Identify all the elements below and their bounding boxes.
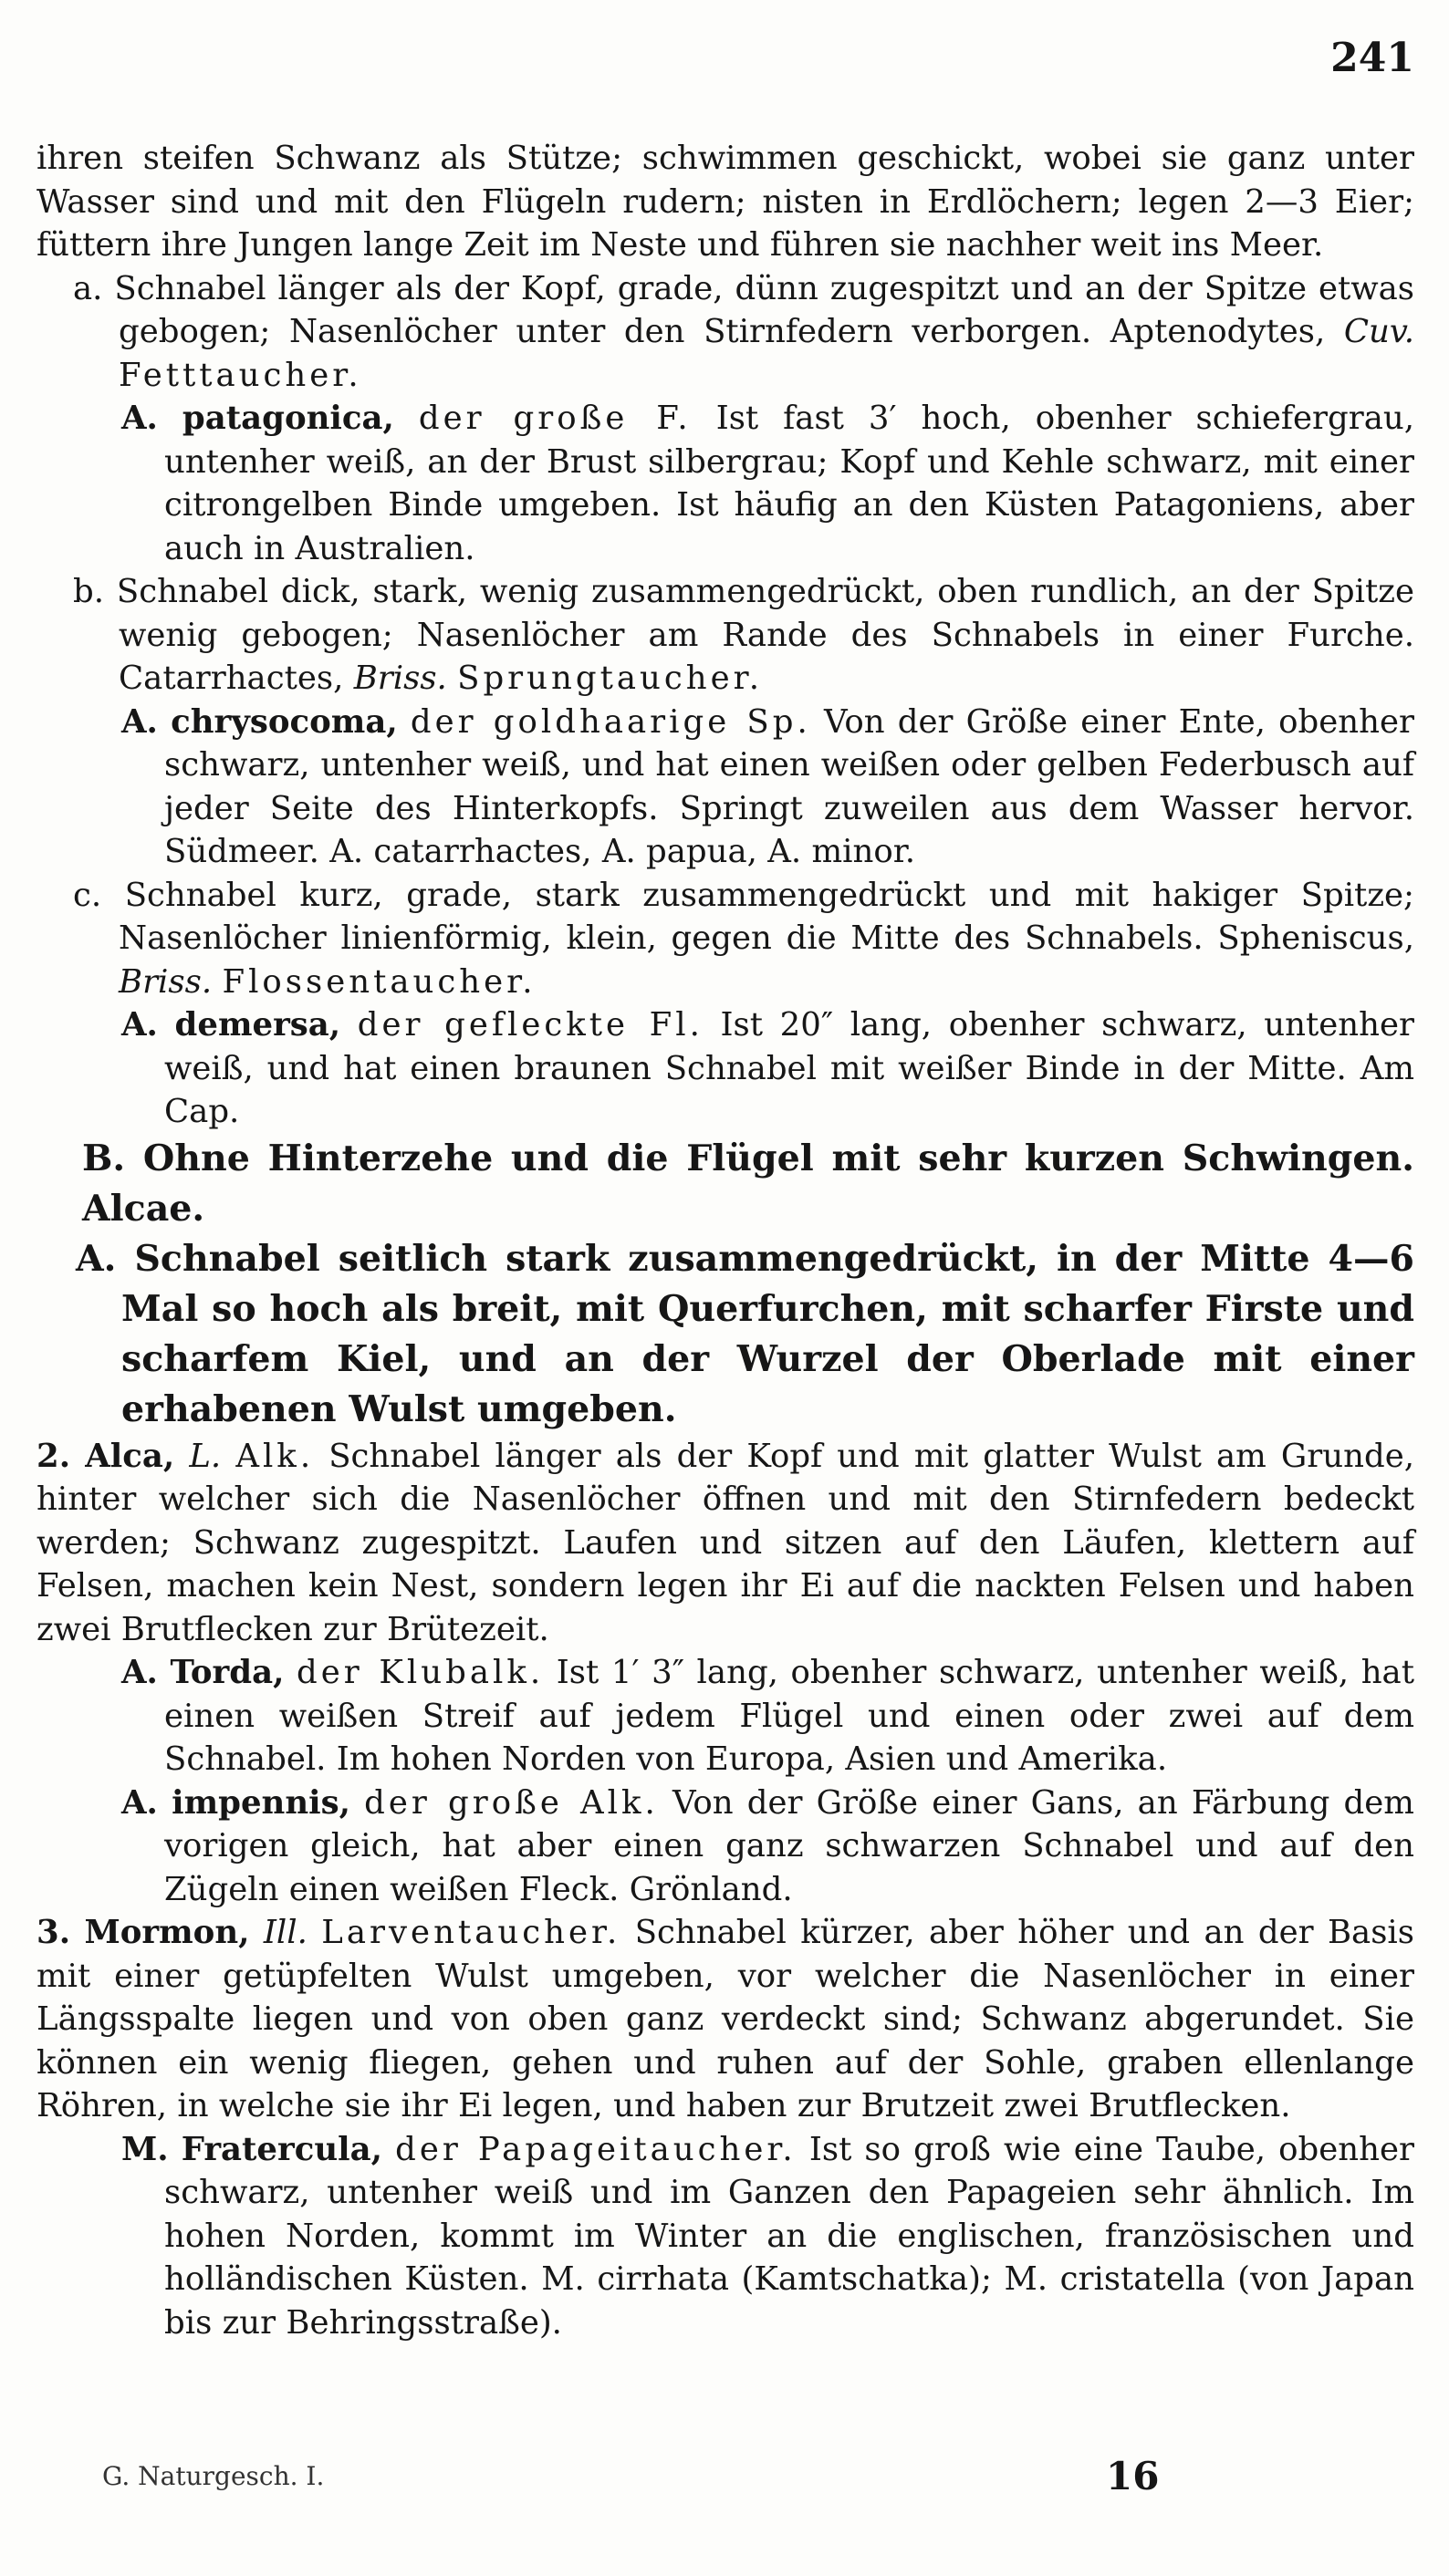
section-text: B. Ohne Hinterzehe und die Flügel mit sehr kurzen Schwingen. xyxy=(82,1137,1414,1179)
genus-name: Spheniscus, xyxy=(1217,919,1414,957)
intro-paragraph: ihren steifen Schwanz als Stütze; schwimmen geschickt, wobei sie ganz unter Wasser sind und mit den Flügeln rudern; nisten in Erdlöchern; legen 2—3 Eier; füttern ihre Jungen lange Zeit im Neste und führen sie nachher weit ins Meer. xyxy=(36,140,1414,264)
signature-mark: G. Naturgesch. I. xyxy=(102,2461,325,2491)
genus-common-name: Alk. xyxy=(235,1437,315,1475)
species-common-name: der Papageitaucher. xyxy=(395,2130,797,2168)
subgroup-text: Schnabel kurz, grade, stark zusammengedrückt und mit hakiger Spitze; Nasenlöcher linienförmig, klein, gegen die Mitte des Schnabels. xyxy=(119,876,1414,957)
genus-author: Briss. xyxy=(353,660,447,697)
section-text: Schnabel seitlich stark zusammengedrückt, in der Mitte 4—6 Mal so hoch als breit, mit Querfurchen, mit scharfer Firste und scharfem Kiel, und an der Wurzel der Oberlade mit einer erhabenen Wulst umgeben. xyxy=(121,1237,1414,1430)
species-common-name: der große F. xyxy=(418,400,692,437)
species-description: Ist 1′ 3″ lang, obenher schwarz, untenher weiß, hat einen weißen Streif auf jedem Flügel und einen oder zwei auf dem Schnabel. Im hohen Norden von Europa, Asien und Amerika. xyxy=(164,1654,1414,1778)
species-fratercula xyxy=(36,2128,1414,2345)
section-latin: Alcae. xyxy=(82,1187,205,1230)
genus-author: Cuv. xyxy=(1343,313,1414,350)
species-name: Torda, xyxy=(170,1654,285,1691)
species-patagonica xyxy=(36,397,1414,570)
genus-common-name: Fetttaucher. xyxy=(119,356,362,394)
subgroup-marker: a. xyxy=(73,269,103,307)
genus-description: Schnabel länger als der Kopf und mit glatter Wulst am Grunde, hinter welcher sich die Nasenlöcher öffnen und mit den Stirnfedern bedeckt werden; Schwanz zugespitzt. Laufen und sitzen auf den Läufen, klettern auf Felsen, machen kein Nest, sondern legen ihr Ei auf die nackten Felsen und haben zwei Brutflecken zur Brütezeit. xyxy=(36,1437,1414,1648)
genus-name: Catarrhactes, xyxy=(119,660,344,697)
species-common-name: der Klubalk. xyxy=(297,1654,545,1691)
species-torda xyxy=(36,1651,1414,1781)
genus-mormon xyxy=(36,1911,1414,2128)
genus-name: Alca, xyxy=(85,1437,175,1475)
subgroup-text: Schnabel länger als der Kopf, grade, dünn zugespitzt und an der Spitze etwas gebogen; Nasenlöcher unter den Stirnfedern verborgen. xyxy=(114,269,1414,350)
genus-number: 2. xyxy=(36,1437,71,1475)
species-impennis xyxy=(36,1781,1414,1912)
species-common-name: der goldhaarige Sp. xyxy=(410,702,811,741)
species-common-name: der große Alk. xyxy=(364,1783,659,1822)
species-marker: A. xyxy=(121,1006,158,1044)
species-marker: M. xyxy=(121,2130,169,2168)
section-b-heading xyxy=(36,1134,1414,1234)
page-footer xyxy=(0,2454,1449,2508)
species-name: impennis, xyxy=(172,1783,350,1822)
species-demersa xyxy=(36,1003,1414,1134)
species-marker: A. xyxy=(121,702,158,741)
subgroup-a xyxy=(36,267,1414,398)
subgroup-c xyxy=(36,874,1414,1004)
genus-author: L. xyxy=(189,1437,222,1475)
species-marker: A. xyxy=(121,400,158,437)
genus-description: Schnabel kürzer, aber höher und an der Basis mit einer getüpfelten Wulst umgeben, vor welcher die Nasenlöcher in einer Längsspalte liegen und von oben ganz verdeckt sind; Schwanz abgerundet. Sie können ein wenig fliegen, gehen und ruhen auf der Sohle, graben ellenlange Röhren, in welche sie ihr Ei legen, und haben zur Brutzeit zwei Brutflecken. xyxy=(36,1914,1415,2124)
species-marker: A. xyxy=(121,1783,158,1822)
genus-name: Aptenodytes, xyxy=(1110,313,1326,350)
subgroup-text: Schnabel dick, stark, wenig zusammengedrückt, oben rundlich, an der Spitze wenig gebogen; Nasenlöcher am Rande des Schnabels in einer Furche. xyxy=(116,573,1414,654)
genus-common-name: Larventaucher. xyxy=(321,1914,621,1951)
subgroup-b xyxy=(36,570,1414,701)
genus-author: Briss. xyxy=(119,962,213,1001)
page-number: 241 xyxy=(1330,35,1414,81)
subgroup-marker: c. xyxy=(73,876,102,914)
species-description: Ist 20″ lang, obenher schwarz, untenher weiß, und hat einen braunen Schnabel mit weißer Binde in der Mitte. Am Cap. xyxy=(164,1006,1414,1130)
species-name: demersa, xyxy=(174,1006,341,1044)
species-common-name: der gefleckte Fl. xyxy=(357,1006,704,1044)
species-name: patagonica, xyxy=(182,400,394,437)
species-name: chrysocoma, xyxy=(171,702,398,741)
subgroup-marker: b. xyxy=(73,573,105,610)
genus-name: Mormon, xyxy=(84,1914,250,1951)
genus-common-name: Sprungtaucher. xyxy=(457,660,763,697)
genus-common-name: Flossentaucher. xyxy=(222,962,537,1001)
species-description: Ist fast 3′ hoch, obenher schiefergrau, untenher weiß, an der Brust silbergrau; Kopf und Kehle schwarz, mit einer citrongelben Binde umgeben. Ist häufig an den Küsten Patagoniens, aber auch in Australien. xyxy=(164,400,1415,567)
species-description: Ist so groß wie eine Taube, obenher schwarz, untenher weiß und im Ganzen den Papageien sehr ähnlich. Im hohen Norden, kommt im Winter an die englischen, französischen und holländischen Küsten. M. cirrhata (Kamtschatka); M. cristatella (von Japan bis zur Behringsstraße). xyxy=(164,2130,1414,2342)
genus-number: 3. xyxy=(36,1914,71,1951)
genus-alca xyxy=(36,1435,1414,1652)
genus-author: Ill. xyxy=(263,1914,308,1951)
section-marker: A. xyxy=(76,1237,117,1280)
species-marker: A. xyxy=(121,1654,158,1691)
species-name: Fratercula, xyxy=(181,2130,382,2168)
page-body xyxy=(36,137,1414,2344)
species-description: Von der Größe einer Ente, obenher schwarz, untenher weiß, und hat einen weißen oder gelben Federbusch auf jeder Seite des Hinterkopfs. Springt zuweilen aus dem Wasser hervor. Südmeer. A. catarrhactes, A. papua, A. minor. xyxy=(164,702,1414,870)
species-chrysocoma xyxy=(36,701,1414,874)
species-description: Von der Größe einer Gans, an Färbung dem vorigen gleich, hat aber einen ganz schwarzen Schnabel und auf den Zügeln einen weißen Fleck. Grönland. xyxy=(164,1783,1414,1908)
section-a-heading xyxy=(36,1234,1414,1435)
sheet-number: 16 xyxy=(1106,2454,1160,2498)
